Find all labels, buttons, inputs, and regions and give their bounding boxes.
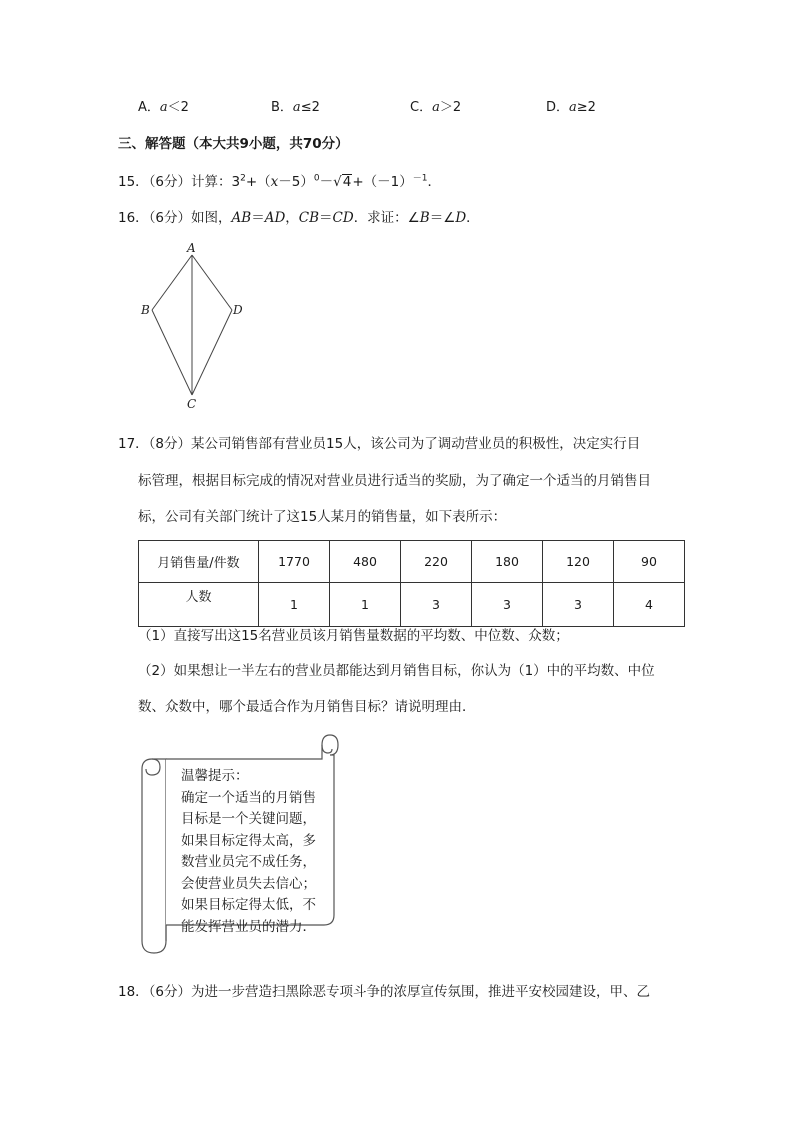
option-label: C．: [410, 100, 433, 115]
table-cell: 480: [330, 541, 401, 583]
option-relation: ≤2: [300, 100, 320, 115]
question-17-sub-2-line-1: （2）如果想让一半左右的营业员都能达到月销售目标，你认为（1）中的平均数、中位: [138, 663, 655, 679]
segment-bc-line: [152, 310, 192, 395]
q16-text: ＝∠: [429, 210, 456, 226]
table-cell: 220: [401, 541, 472, 583]
question-number: 15．: [118, 174, 149, 190]
option-c: [410, 96, 461, 115]
section-title: 三、解答题（本大共9小题，共70分）: [118, 136, 349, 152]
q15-text: +（－1）: [352, 174, 413, 190]
question-18-line-1: 18．（6分）为进一步营造扫黑除恶专项斗争的浓厚宣传氛围，推进平安校园建设，甲、乙: [118, 984, 651, 1000]
table-cell: 120: [543, 541, 614, 583]
question-score: （6分）: [148, 210, 192, 226]
option-var: a: [159, 100, 168, 115]
option-relation: ＜2: [167, 100, 189, 115]
vertex-label-b: B: [141, 303, 150, 317]
tip-line: 温馨提示：: [181, 768, 249, 784]
table-cell: 4: [614, 583, 685, 627]
question-17-sub-2-line-2: 数、众数中，哪个最适合作为月销售目标？请说明理由．: [138, 699, 476, 715]
question-17-line-2: 标管理，根据目标完成的情况对营业员进行适当的奖励，为了确定一个适当的月销售目: [138, 473, 651, 489]
variable-x: x: [270, 174, 279, 190]
angle-b: B: [419, 210, 430, 226]
exponent: －1: [412, 173, 428, 184]
exponent: 2: [240, 173, 246, 184]
vertex-label-a: A: [187, 241, 196, 255]
tip-line: 确定一个适当的月销售: [181, 789, 316, 806]
question-number: 16．: [118, 210, 149, 226]
segment-ab: AB: [231, 210, 252, 226]
question-17-sub-1: （1）直接写出这15名营业员该月销售量数据的平均数、中位数、众数；: [138, 628, 569, 644]
question-17-line-1: 17．（8分）某公司销售部有营业员15人，该公司为了调动营业员的积极性，决定实行目: [118, 436, 641, 452]
row-header-sales: 月销售量/件数: [139, 541, 259, 583]
q15-text: 计算：3: [191, 174, 241, 190]
tip-line: 数营业员完不成任务，: [181, 854, 316, 870]
option-relation: ≥2: [576, 100, 596, 115]
q16-text: ．求证：∠: [353, 210, 420, 226]
question-16: [118, 206, 480, 226]
segment-ad: AD: [264, 210, 286, 226]
segment-cd: CD: [332, 210, 354, 226]
tip-line: 如果目标定得太高，多: [181, 832, 316, 849]
tip-line: 会使营业员失去信心；: [181, 875, 316, 892]
q16-text: ，: [285, 210, 299, 226]
q15-text: －: [319, 174, 334, 190]
q16-text: ．: [466, 210, 480, 226]
table-row: [139, 583, 685, 627]
q15-text: ．: [427, 174, 441, 190]
table-cell: 90: [614, 541, 685, 583]
tip-line: 目标是一个关键问题，: [181, 811, 316, 827]
question-score: （6分）: [148, 174, 192, 190]
table-cell: 1770: [259, 541, 330, 583]
table-row: [139, 541, 685, 583]
option-relation: ＞2: [439, 100, 462, 115]
option-var: a: [432, 100, 440, 115]
sales-table: [138, 540, 685, 627]
table-cell: 1: [259, 583, 330, 627]
q15-text: －5）: [278, 174, 314, 190]
radical-sign: √: [333, 174, 342, 190]
question-17-line-3: 标，公司有关部门统计了这15人某月的销售量，如下表所示：: [138, 509, 507, 525]
table-cell: 180: [472, 541, 543, 583]
segment-ab-line: [152, 255, 192, 310]
exponent: 0: [313, 173, 320, 184]
segment-dc-line: [192, 310, 232, 395]
q16-text: ＝: [251, 210, 265, 226]
option-b: [271, 96, 320, 115]
q15-text: +（: [245, 174, 271, 190]
table-cell: 3: [472, 583, 543, 627]
question-15: [118, 170, 441, 190]
option-label: A．: [138, 100, 160, 115]
radicand: 4: [342, 174, 352, 190]
tip-line: 能发挥营业员的潜力．: [181, 918, 316, 935]
segment-ad-line: [192, 255, 232, 310]
scroll-body: [142, 759, 166, 953]
vertex-label-d: D: [233, 303, 243, 317]
table-cell: 3: [543, 583, 614, 627]
kite-figure: [130, 238, 260, 416]
row-header-count: 人数: [139, 583, 259, 627]
tip-line: 如果目标定得太低，不: [181, 897, 316, 913]
tip-text: [181, 766, 316, 938]
q16-text: ＝: [319, 210, 333, 226]
option-var: a: [292, 100, 301, 115]
vertex-label-c: C: [187, 397, 197, 411]
table-cell: 1: [330, 583, 401, 627]
option-a: [138, 96, 189, 115]
segment-cb: CB: [298, 210, 320, 226]
table-cell: 3: [401, 583, 472, 627]
option-label: D．: [546, 100, 570, 115]
option-d: [546, 96, 596, 115]
q16-text: 如图，: [191, 210, 232, 226]
option-label: B．: [271, 100, 293, 115]
angle-d: D: [455, 210, 467, 226]
option-var: a: [569, 100, 577, 115]
